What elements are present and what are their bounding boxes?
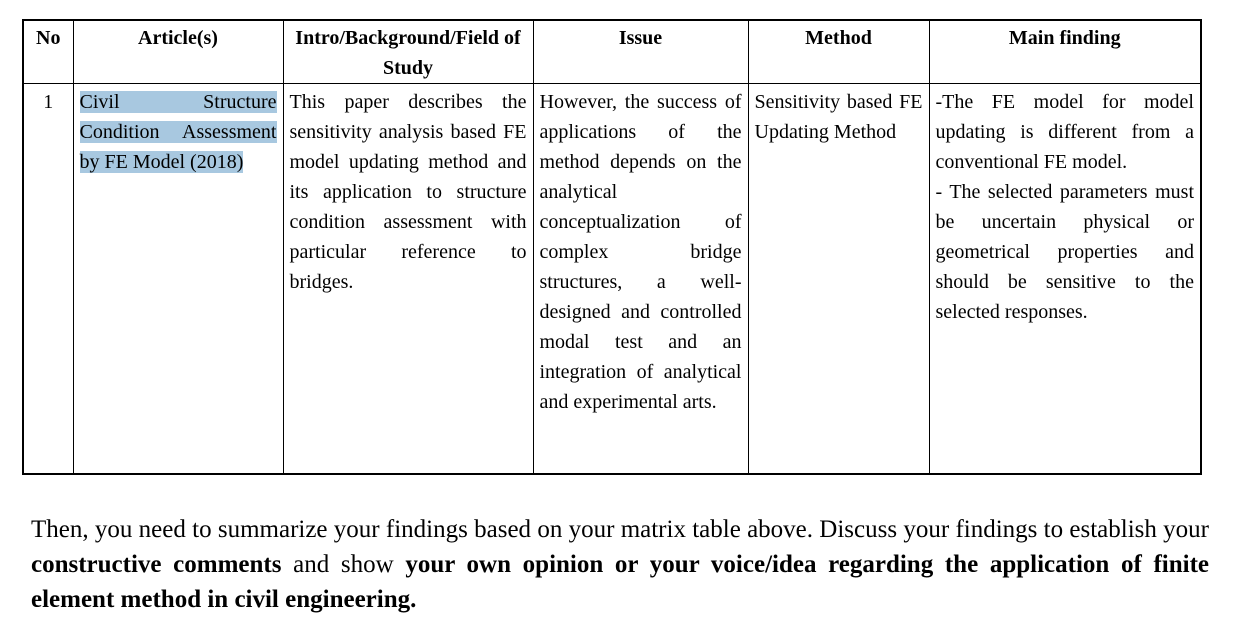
issue-cell: However, the success of applications of the method depends on the analytical conceptualization of complex bridge structures, a well-designed and controlled modal test and an integration of analytical and experimental arts. — [533, 84, 748, 474]
summary-bold-own-opinion: your own opinion or your voice/idea regarding the application of finite element method in civil engineering. — [31, 551, 1209, 613]
header-method: Method — [748, 20, 929, 84]
summary-bold-constructive-comments: constructive comments — [31, 551, 282, 578]
summary-text-2: and show — [281, 551, 406, 578]
header-issue: Issue — [533, 20, 748, 84]
summary-text-1: Then, you need to summarize your findings based on your matrix table above. Discuss your findings to establish your — [31, 516, 1209, 543]
article-title-highlighted: Civil Structure Condition Assessment by FE Model (2018) — [79, 91, 277, 173]
header-articles: Article(s) — [73, 20, 283, 84]
table-row — [23, 84, 1201, 474]
finding-item-2: - The selected parameters must be uncertain physical or geometrical properties and should be sensitive to the selected responses. — [935, 181, 1194, 323]
table-header-row — [23, 20, 1201, 84]
method-cell: Sensitivity based FE Updating Method — [748, 84, 929, 474]
intro-cell: This paper describes the sensitivity analysis based FE model updating method and its application to structure condition assessment with particular reference to bridges. — [283, 84, 533, 474]
article-cell — [73, 84, 283, 474]
finding-item-1: -The FE model for model updating is different from a conventional FE model. — [935, 91, 1194, 173]
header-intro: Intro/Background/Field of Study — [283, 20, 533, 84]
summary-instruction-paragraph — [31, 512, 1209, 617]
header-no: No — [23, 20, 73, 84]
main-finding-cell — [929, 84, 1201, 474]
row-number: 1 — [23, 84, 73, 474]
header-main-finding: Main finding — [929, 20, 1201, 84]
literature-matrix-table — [22, 19, 1202, 475]
